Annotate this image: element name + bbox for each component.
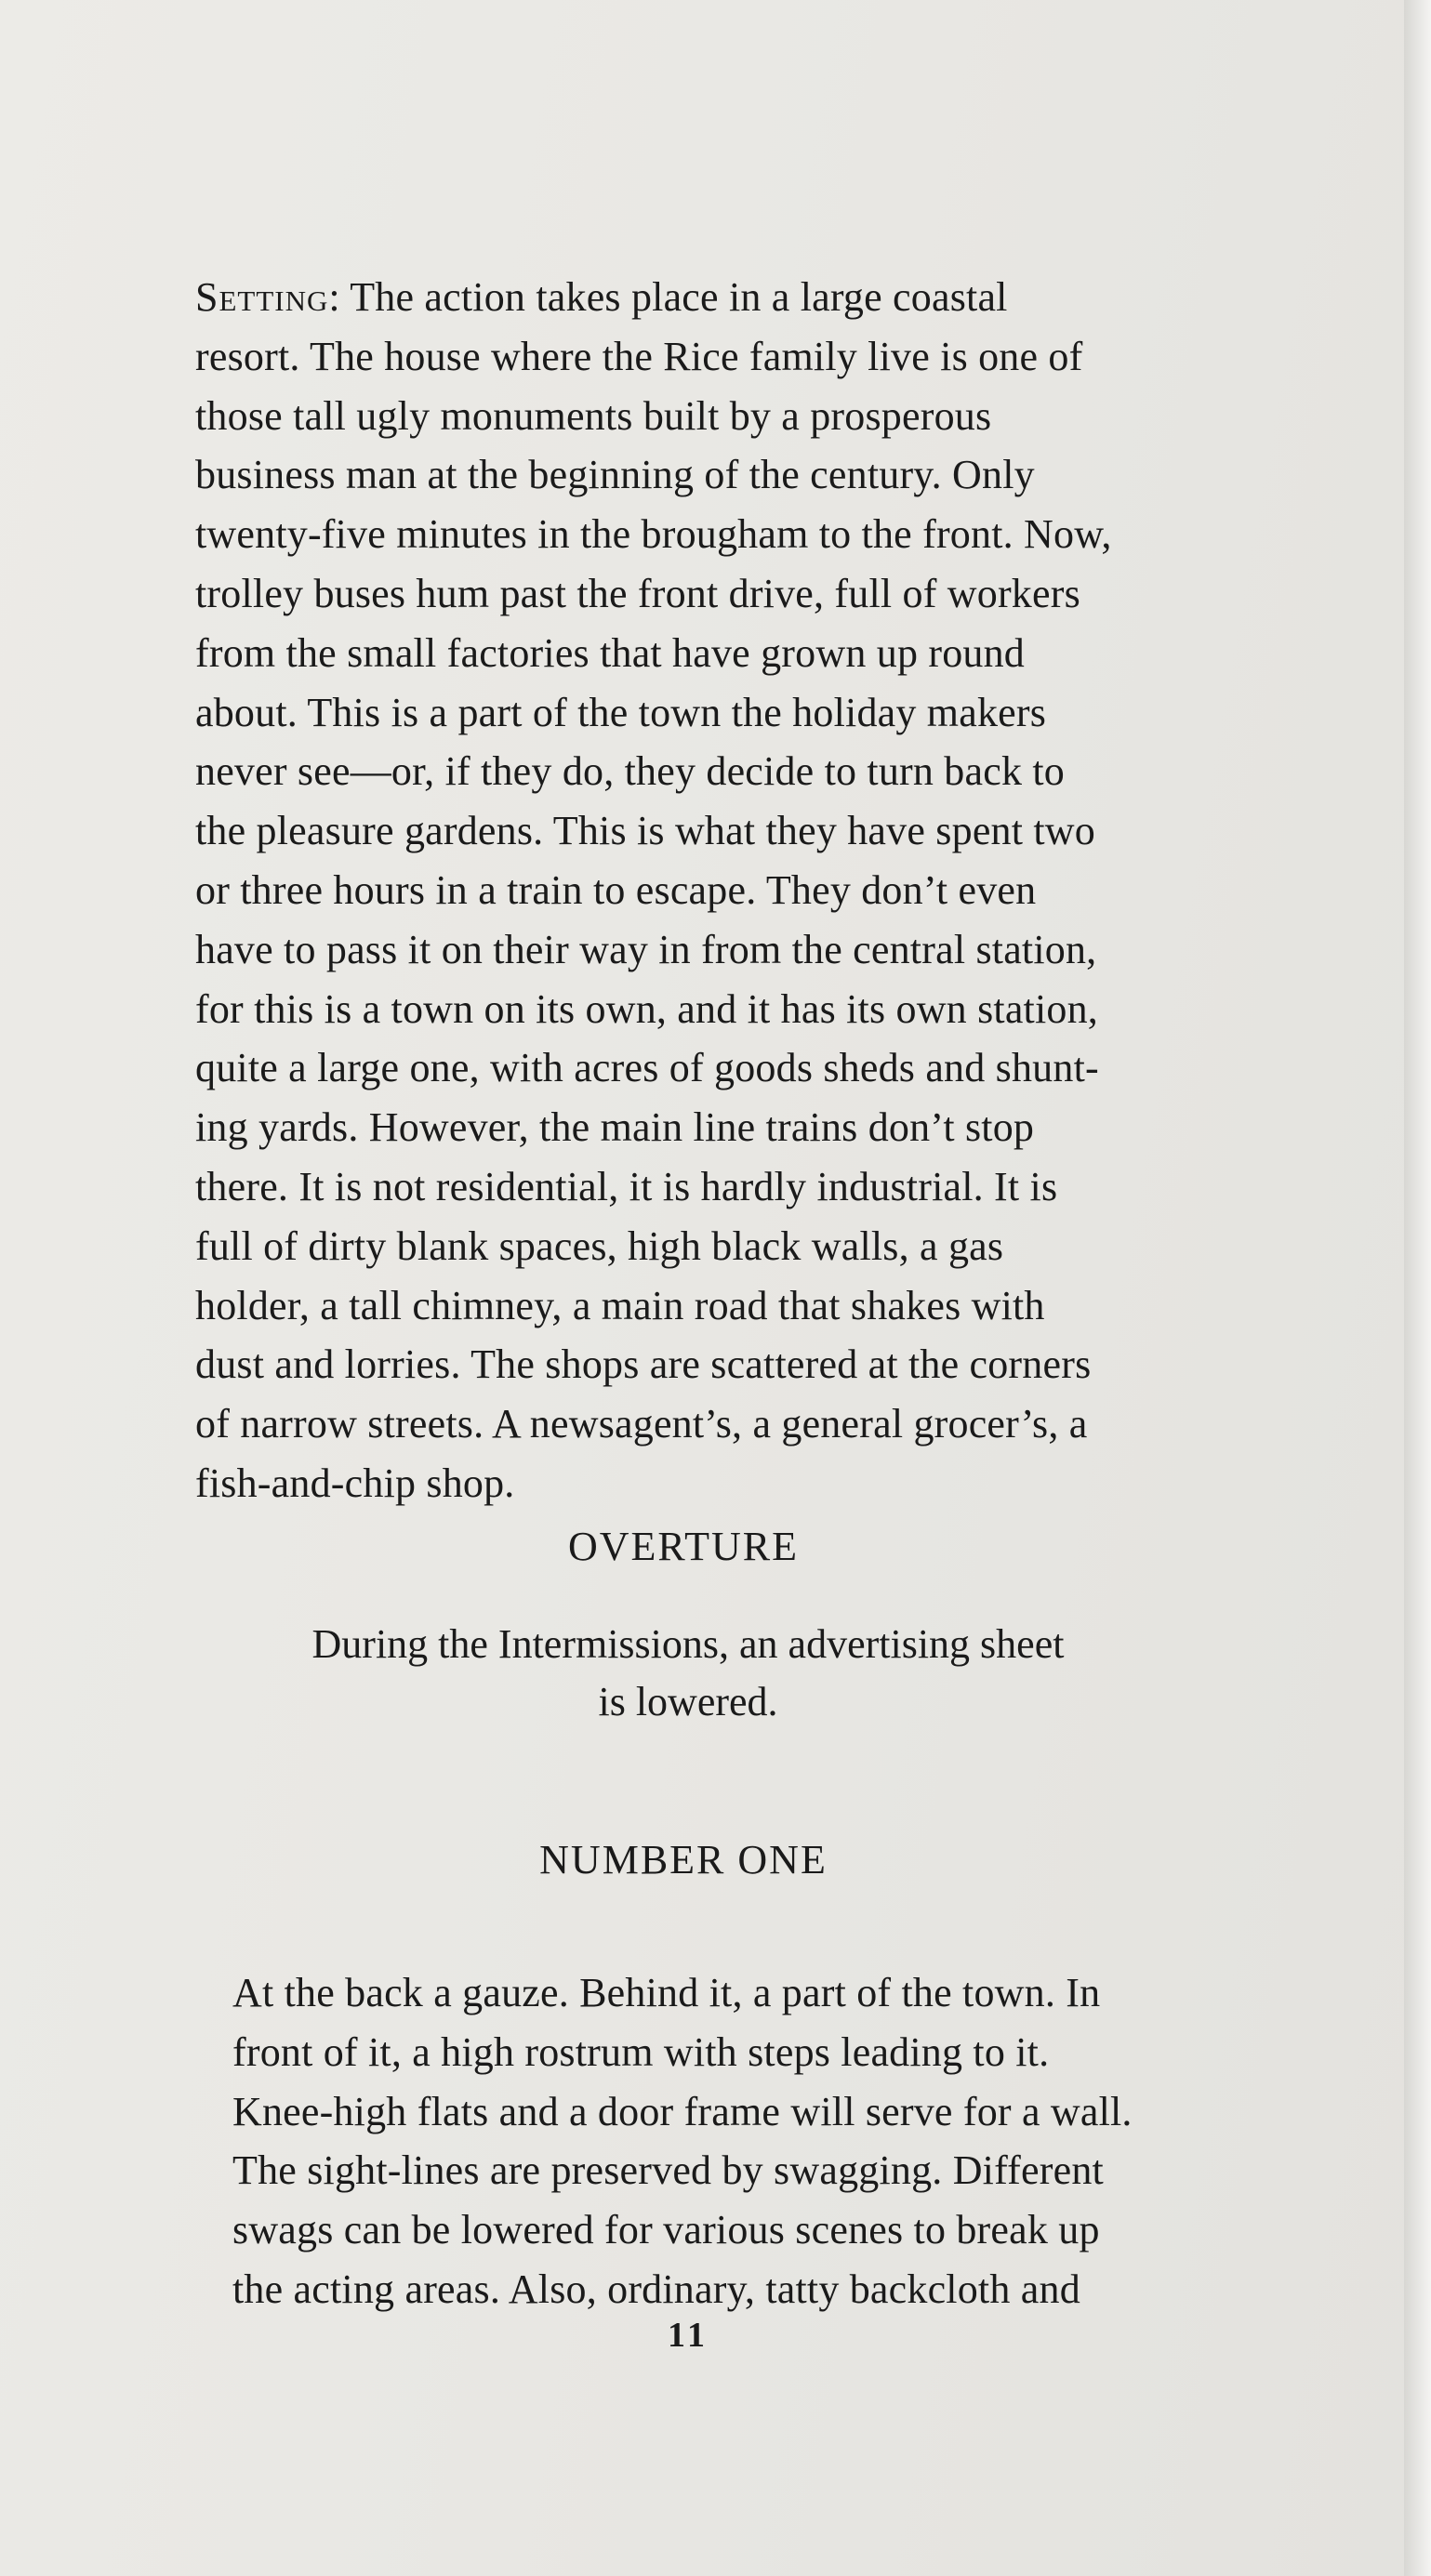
number-one-line: front of it, a high rostrum with steps leading to it. (232, 2028, 1050, 2075)
setting-label: Setting (195, 274, 329, 320)
setting-line: fish-and-chip shop. (195, 1460, 515, 1506)
setting-line: the pleasure gardens. This is what they have spent two (195, 808, 1095, 854)
number-one-line: swags can be lowered for various scenes to break up (232, 2207, 1100, 2253)
setting-line: Setting: The action takes place in a large coastal (195, 274, 1008, 320)
setting-line: from the small factories that have grown up round (195, 629, 1025, 676)
setting-line: holder, a tall chimney, a main road that shakes with (195, 1282, 1045, 1328)
number-one-line: the acting areas. Also, ordinary, tatty backcloth and (232, 2266, 1080, 2312)
setting-line: never see—or, if they do, they decide to turn back to (195, 748, 1065, 795)
setting-line: quite a large one, with acres of goods sheds and shunt- (195, 1045, 1099, 1091)
setting-line: business man at the beginning of the century. Only (195, 452, 1035, 498)
number-one-heading: NUMBER ONE (539, 1837, 828, 1882)
number-one-line: At the back a gauze. Behind it, a part of the town. In (232, 1970, 1101, 2015)
setting-line: trolley buses hum past the front drive, full of workers (195, 570, 1080, 616)
overture-line: During the Intermissions, an advertising sheet (311, 1621, 1065, 1667)
number-one-line: The sight-lines are preserved by swagging. Different (232, 2147, 1104, 2194)
page-number: 11 (668, 2316, 709, 2355)
setting-line: or three hours in a train to escape. They don’t even (195, 866, 1037, 913)
setting-line: twenty-five minutes in the brougham to the front. Now, (195, 511, 1112, 558)
setting-line: have to pass it on their way in from the central station, (195, 926, 1097, 972)
setting-line: about. This is a part of the town the holiday makers (195, 689, 1047, 735)
overture-stage-direction (0, 1616, 1376, 1731)
setting-line: dust and lorries. The shops are scattered at the corners (195, 1341, 1092, 1388)
setting-line: ing yards. However, the main line trains don’t stop (195, 1104, 1035, 1151)
setting-line: of narrow streets. A newsagent’s, a general grocer’s, a (195, 1401, 1088, 1447)
setting-line: full of dirty blank spaces, high black walls, a gas (195, 1222, 1004, 1269)
setting-line: there. It is not residential, it is hardly industrial. It is (195, 1163, 1058, 1209)
overture-line: is lowered. (598, 1679, 778, 1724)
setting-paragraph (195, 268, 1330, 1513)
page-edge (1404, 0, 1431, 2576)
setting-line: for this is a town on its own, and it has its own station, (195, 985, 1099, 1032)
number-one-line: Knee-high flats and a door frame will serve for a wall. (232, 2088, 1133, 2134)
number-one-paragraph (232, 1963, 1367, 2319)
setting-line: those tall ugly monuments built by a prosperous (195, 392, 992, 439)
overture-heading: OVERTURE (567, 1524, 799, 1569)
setting-line: resort. The house where the Rice family live is one of (195, 333, 1083, 379)
